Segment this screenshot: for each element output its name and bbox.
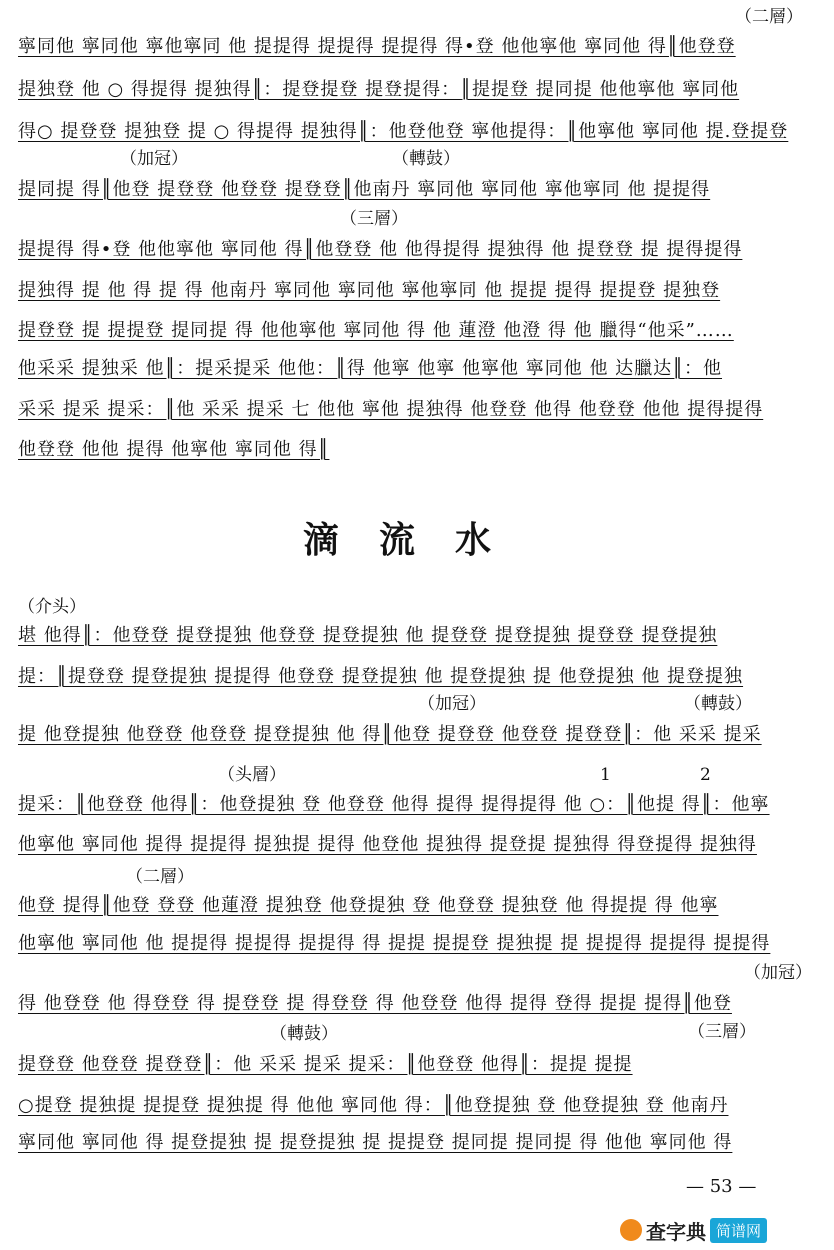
- score-line-a1: 寧同他 寧同他 寧他寧同 他 提提得 提提得 提提得 得•登 他他寧他 寧同他 得║他登登: [18, 36, 736, 57]
- score-line-a7: 提登登 提 提提登 提同提 得 他他寧他 寧同他 得 他 蓮澄 他澄 得 他 臘得“他采”……: [18, 320, 734, 341]
- score-line-b1: 堪 他得║：他登登 提登提独 他登登 提登提独 他 提登登 提登提独 提登登 提登提独: [18, 625, 718, 646]
- label-jietou: （介头）: [18, 597, 86, 617]
- score-line-b6: 他登 提得║他登 登登 他蓮澄 提独登 他登提独 登 他登登 提独登 他 得提提 得 他寧: [18, 895, 719, 916]
- label-jiaguan-b2: （加冠）: [744, 963, 812, 983]
- score-line-b3: 提 他登提独 他登登 他登登 提登提独 他 得║他登 提登登 他登登 提登登║：他 采采 提采: [18, 724, 762, 745]
- label-third-layer-b: （三層）: [688, 1022, 756, 1042]
- volta-one: 1: [600, 765, 611, 785]
- score-line-a9: 采采 提采 提采：║他 采采 提采 七 他他 寧他 提独得 他登登 他得 他登登 他他 提得提得: [18, 399, 764, 420]
- label-third-layer: （三層）: [340, 209, 408, 229]
- score-line-b5: 他寧他 寧同他 提得 提提得 提独提 提得 他登他 提独得 提登提 提独得 得登提得 提独得: [18, 834, 757, 855]
- label-first-layer: （头層）: [218, 765, 286, 785]
- label-zhuangu-b2: （轉鼓）: [270, 1024, 338, 1044]
- watermark-name: 查字典: [646, 1219, 706, 1244]
- label-second-layer-b: （二層）: [126, 867, 194, 887]
- score-line-a3: 得○ 提登登 提独登 提 ○ 得提得 提独得║：他登他登 寧他提得：║他寧他 寧同他 提.登提登: [18, 121, 789, 142]
- score-line-a8: 他采采 提独采 他║：提采提采 他他：║得 他寧 他寧 他寧他 寧同他 他 达臘达║：他: [18, 358, 723, 379]
- label-zhuangu-b: （轉鼓）: [684, 694, 752, 714]
- site-logo-icon: [620, 1219, 642, 1241]
- score-line-b10: ○提登 提独提 提提登 提独提 得 他他 寧同他 得：║他登提独 登 他登提独 登 他南丹: [18, 1095, 729, 1116]
- score-line-b8: 得 他登登 他 得登登 得 提登登 提 得登登 得 他登登 他得 提得 登得 提提 提得║他登: [18, 993, 732, 1014]
- score-line-a6: 提独得 提 他 得 提 得 他南丹 寧同他 寧同他 寧他寧同 他 提提 提得 提提登 提独登: [18, 280, 721, 301]
- page-number: — 53 —: [686, 1176, 757, 1197]
- score-line-a10: 他登登 他他 提得 他寧他 寧同他 得║: [18, 439, 330, 460]
- score-line-a4: 提同提 得║他登 提登登 他登登 提登登║他南丹 寧同他 寧同他 寧他寧同 他 提提得: [18, 179, 711, 200]
- label-second-layer: （二層）: [735, 7, 803, 27]
- score-line-b2: 提：║提登登 提登提独 提提得 他登登 提登提独 他 提登提独 提 他登提独 他 提登提独: [18, 666, 744, 687]
- label-jiaguan: （加冠）: [120, 149, 188, 169]
- score-line-a2: 提独登 他 ○ 得提得 提独得║：提登提登 提登提得：║提提登 提同提 他他寧他 寧同他: [18, 79, 740, 100]
- score-line-b7: 他寧他 寧同他 他 提提得 提提得 提提得 得 提提 提提登 提独提 提 提提得 提提得 提提得: [18, 933, 771, 954]
- section-title: 滴流水: [302, 519, 531, 561]
- label-jiaguan-b: （加冠）: [418, 694, 486, 714]
- label-zhuangu: （轉鼓）: [392, 149, 460, 169]
- watermark-badge: 简谱网: [710, 1218, 767, 1243]
- score-line-a5: 提提得 得•登 他他寧他 寧同他 得║他登登 他 他得提得 提独得 他 提登登 提 提得提得: [18, 239, 743, 260]
- score-line-b11: 寧同他 寧同他 得 提登提独 提 提登提独 提 提提登 提同提 提同提 得 他他 寧同他 得: [18, 1132, 733, 1153]
- score-line-b4: 提采：║他登登 他得║：他登提独 登 他登登 他得 提得 提得提得 他 ○：║他提 得║：他寧: [18, 794, 770, 815]
- score-line-b9: 提登登 他登登 提登登║：他 采采 提采 提采：║他登登 他得║：提提 提提: [18, 1054, 633, 1075]
- watermark: [620, 1214, 830, 1246]
- volta-two: 2: [700, 765, 711, 785]
